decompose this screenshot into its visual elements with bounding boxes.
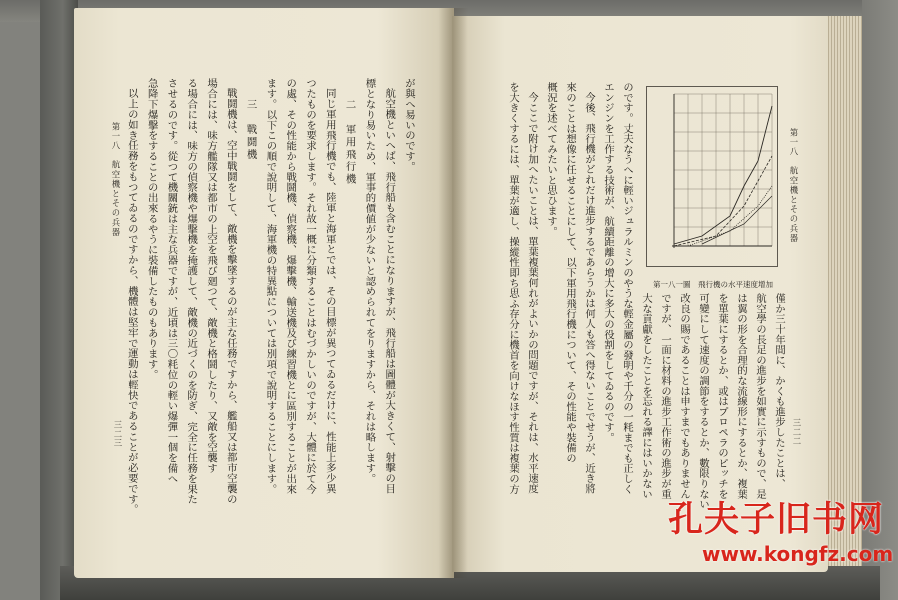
text-column: ます。以下この順で說明して、海軍機の特異點については別項で說明することにします。 [264,78,277,494]
text-column: 標となり易いため、軍事的價値が少ないと認められてをりますから、それは略します。 [363,78,376,484]
chart-line [674,156,772,246]
text-column: 急降下爆擊をすることの出來るやうに裝備したものもあります。 [145,78,158,380]
text-column: る場合には、味方の偵察機や爆擊機を掩護して、敵機の近づくのを防ぎ、完全に任務を果た [185,78,198,505]
text-column: 可變にして速度の調節をするとか、數限りない [697,293,709,510]
text-column: 僅か三十年間に、かくも進步したことは、 [773,293,785,489]
chart-line [674,106,772,244]
right-page-text [503,82,636,512]
text-column: 概況を述べてみたいと思ひます。 [545,82,557,237]
right-running-header: 第一八 航空機とその兵器 [789,128,799,244]
text-column: 航空學の長足の進步を如實に示すもので、是 [754,293,766,499]
text-column: 來のことは想像に任せることにして、以下軍用飛行機について、その性能や裝備の [564,82,576,464]
text-column: エンジンを工作する技術が、航續距離の增大に多大の役割をしてゐるのです。 [602,82,614,443]
left-page-text [121,78,418,515]
text-column: 今後、飛行機がどれだけ進步するであらうかは何人も答へ得ないことでせうが、近き將 [583,92,595,494]
figure-caption: 第一八一圖 飛行機の水平速度增加 [653,280,773,289]
book-cover-edge [40,0,78,600]
text-column: を單葉にするとか、或はプロペラのピッチを [716,293,728,499]
section-heading: 二 軍用飛行機 [343,98,356,186]
text-column: 改良の賜であることは申すまでもありません [678,293,690,499]
text-column: 以上の如き任務をもつてゐるのですから、機體は堅牢で運動は輕快であることが必要です。 [125,88,138,515]
text-column: ですが、一面に材料の進步工作術の進步が重 [659,293,671,499]
text-column: 戰鬪機は、空中戰鬪をして、敵機を擊墜するのが主な任務ですから、艦船又は都市空襲の [224,88,237,505]
text-column: は翼の形を合理的な流線形にするとか、複葉 [735,293,747,499]
text-column: 今ここで附け加へたいことは、單葉複葉何れがよいかの問題ですが、それは、水平速度 [526,92,538,494]
text-column: 大な貢獻をしたことを忘れる譯にはいかない [640,293,652,499]
book-gutter [438,8,468,578]
text-column: 航空機といへば、飛行船も含むことになりますが、飛行船は圖體が大きくて、射擊の目 [383,88,396,494]
text-column: が與へ易いのです。 [403,78,415,172]
right-page-number: 三二二 [792,418,802,447]
left-page-number: 三二三 [113,420,123,449]
text-column: を大きくするには、單葉が適し、操縱性即ち思ふ存分に機首を向けなほす性質は複葉の方 [507,82,519,494]
section-heading: 三 戰鬪機 [244,98,257,161]
text-column: つたものを要求します。それ故一概に分類することはむづかしいのですが、大體に於て今 [304,78,317,494]
text-column: の處、その性能から戰鬪機、偵察機、爆擊機、輸送機及び練習機とに區別することが出來 [284,78,297,494]
text-column: 同じ軍用飛行機でも、陸軍と海軍とでは、その目標が異つてゐるだけに、性能上多少異 [323,88,336,494]
left-running-header: 第一八 航空機とその兵器 [111,122,121,238]
chart-grid [674,94,772,246]
watermark-url: www.kongfz.com [702,542,894,566]
text-column: 場合には、味方艦隊又は都市の上空を飛び廻つて、敵機と格鬪したり、又敵を空襲す [205,78,218,474]
text-column: させるのです。從つて機關銃は主な兵器ですが、近頃は三〇粍位の輕い爆彈一個を備へ [165,78,178,484]
page-stack-edge [826,16,862,572]
watermark-logo: 孔夫子旧书网 [668,500,885,540]
right-page-text-below-figure [636,293,788,509]
text-column: のです。丈夫なうへに輕いジュラルミンのやうな輕金屬の發明や千分の一粍までも正しく [621,82,633,494]
chart-line [702,196,772,244]
speed-chart-figure [646,86,778,278]
